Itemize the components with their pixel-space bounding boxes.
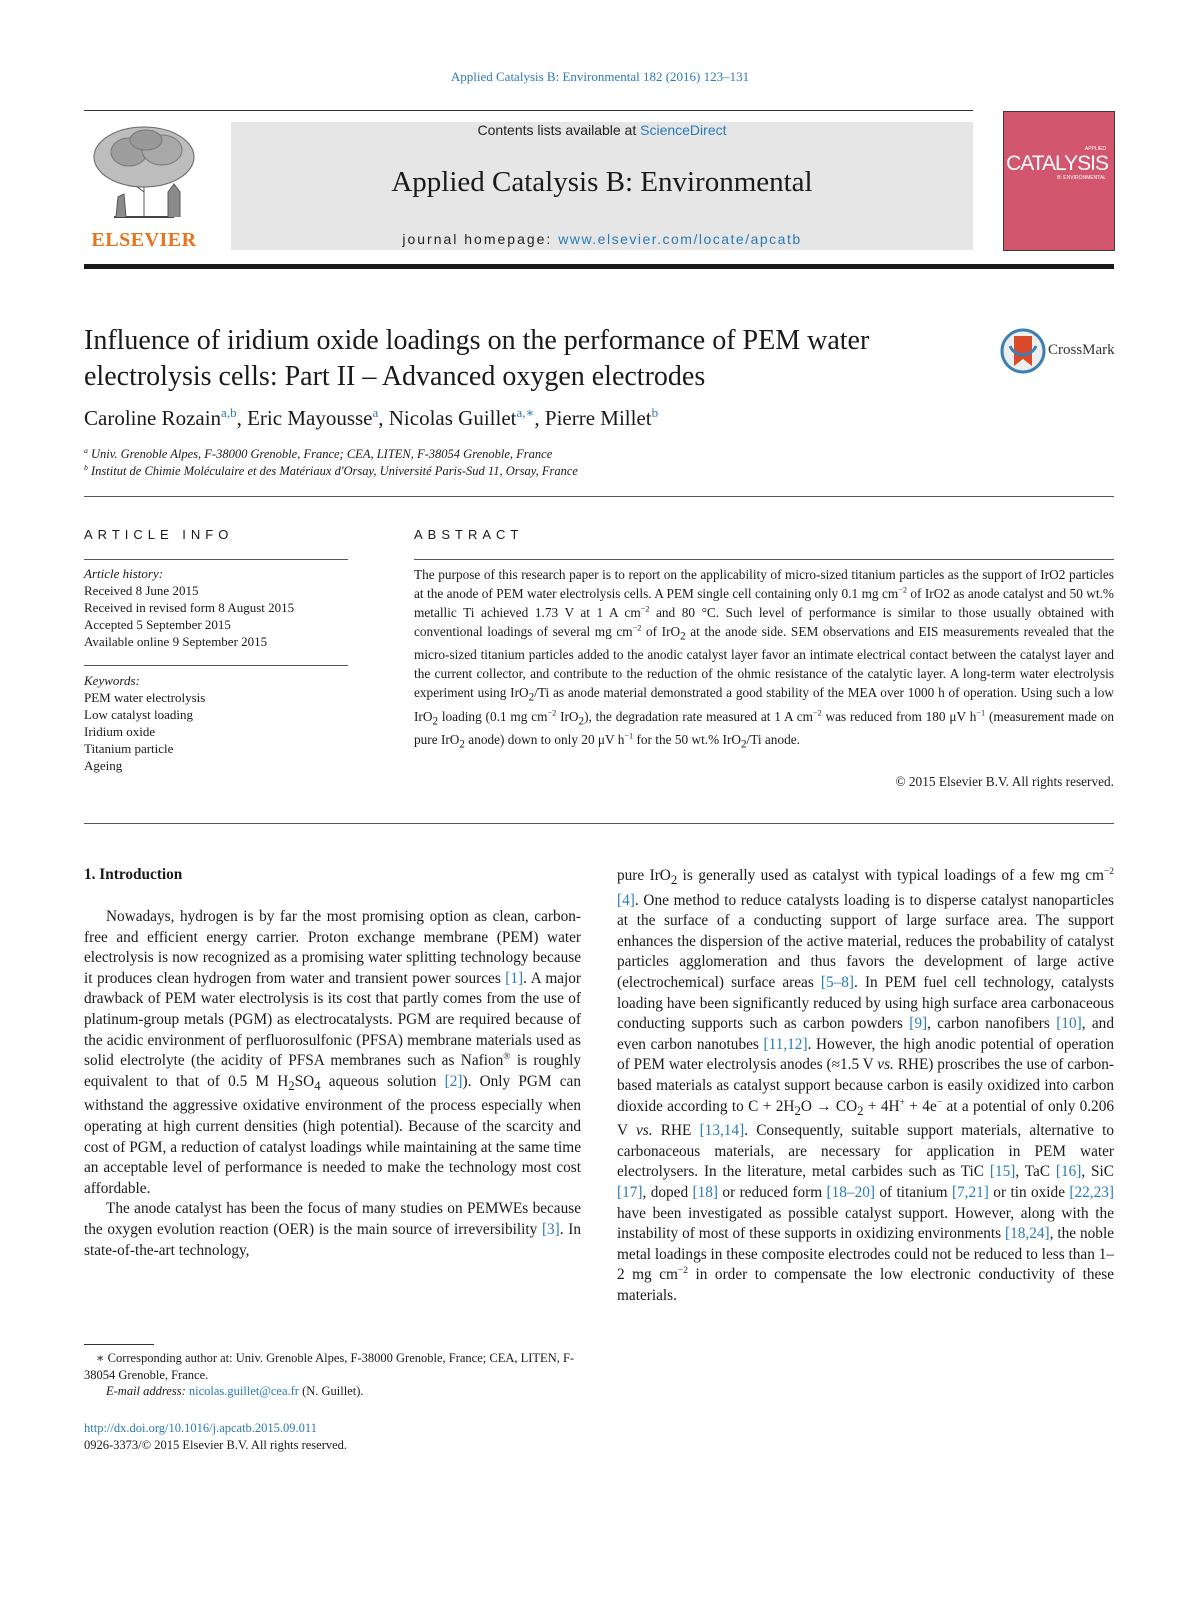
homepage-prefix: journal homepage: bbox=[402, 231, 559, 247]
author-list: Caroline Rozain$^{a,b}$, Eric Mayousse$^a$, Nicolas Guillet$^{a,∗}$, Pierre Millet$^b$ bbox=[84, 405, 659, 430]
email-line bbox=[84, 1383, 581, 1400]
author-name[interactable]: Eric Mayousse bbox=[247, 406, 373, 430]
history-revised: Received in revised form 8 August 2015 bbox=[84, 600, 295, 615]
cover-small-text: APPLIED bbox=[1084, 146, 1106, 152]
citation-link[interactable]: [4] bbox=[617, 891, 635, 909]
article-history bbox=[84, 565, 354, 650]
citation-link[interactable]: [2] bbox=[444, 1072, 463, 1090]
email-label: E-mail address: bbox=[106, 1384, 189, 1398]
affiliation-b bbox=[84, 463, 1114, 480]
abstract-text: The purpose of this research paper is to report on the applicability of micro-sized titanium particles as the support of IrO2 particles at the anode of PEM water electrolysis cells. A PEM single cell containing only 0.1 mg $cm^{-2}$ of IrO2 as anode catalyst and 50 wt.% metallic Ti achieved 1.73 V at 1 A $cm^{-2}$ and 80 °C. Such level of performance is similar to those usually obtained with conventional loadings of several mg $cm^{-2}$ of IrO$_2$ at the anode side. SEM observations and EIS measurements revealed that the micro-sized titanium particles added to the anodic catalyst layer favor an intimate electrical contact between the catalyst layer and the current collector, and contribute to the reduction of the ohmic resistance of the catalytic layer. A long-term water electrolysis experiment using IrO$_2$/Ti as anode material demonstrated a good stability of the MEA over 1000 h of operation. Using such a low IrO$_2$ loading (0.1 mg $cm^{-2}$ IrO$_2$), the degradation rate measured at 1 A $cm^{-2}$ was reduced from 180 μV $h^{-1}$ (measurement made on pure IrO$_2$ anode) down to only 20 μV $h^{-1}$ for the 50 wt.% IrO$_2$/Ti anode. bbox=[414, 567, 1115, 751]
email-suffix: (N. Guillet). bbox=[298, 1384, 364, 1398]
citation-link[interactable]: [11,12] bbox=[763, 1035, 808, 1053]
citation-link[interactable]: [18–20] bbox=[826, 1184, 875, 1201]
divider bbox=[84, 496, 1114, 497]
elsevier-logo[interactable] bbox=[84, 122, 204, 252]
history-online: Available online 9 September 2015 bbox=[84, 634, 268, 649]
crossmark-badge[interactable] bbox=[1000, 328, 1118, 376]
author-affiliation-mark[interactable]: a,b bbox=[221, 405, 237, 420]
journal-masthead bbox=[231, 122, 973, 250]
keyword: Low catalyst loading bbox=[84, 707, 194, 722]
citation-link[interactable]: [18] bbox=[692, 1184, 719, 1201]
crossmark-label: CrossMark bbox=[1048, 342, 1115, 358]
history-accepted: Accepted 5 September 2015 bbox=[84, 617, 231, 632]
article-title: Influence of iridium oxide loadings on the performance of PEM water electrolysis cells: Part II – Advanced oxygen electrodes bbox=[84, 325, 870, 392]
email-link[interactable]: nicolas.guillet@cea.fr bbox=[188, 1384, 299, 1398]
author-name[interactable]: Pierre Millet bbox=[544, 406, 652, 430]
citation-link[interactable]: [7,21] bbox=[951, 1184, 989, 1201]
citation-link[interactable]: [22,23] bbox=[1069, 1184, 1115, 1201]
citation-link[interactable]: [16] bbox=[1055, 1163, 1082, 1181]
body-paragraph: Nowadays, hydrogen is by far the most promising option as clean, carbon-free and efficient energy carrier. Proton exchange membrane (PEM) water electrolysis is now recognized as a promising water splitting technology because it produces clean hydrogen from water and transient power sources [1]. A major drawback of PEM water electrolysis is its cost that partly comes from the use of platinum-group metals (PGM) as electrocatalysts. PGM are required because of the acidic environment of perfluorosulfonic (PFSA) membrane materials used as solid electrolyte (the acidity of PFSA membranes such as Nafion® is roughly equivalent to that of 0.5 M $H_2SO_4$ aqueous solution [2]). Only PGM can withstand the aggressive oxidative environment of the process especially when operating at high current densities (high potential). Because of the scarcity and cost of PGM, a reduction of catalyst loadings while maintaining at the same time an acceptable level of performance is needed to make the technology most cost affordable. bbox=[84, 908, 581, 1197]
doi-link[interactable]: http://dx.doi.org/10.1016/j.apcatb.2015.09.011 bbox=[84, 1421, 317, 1435]
affiliations bbox=[84, 446, 1114, 480]
body-paragraph: The anode catalyst has been the focus of many studies on PEMWEs because the oxygen evolution reaction (OER) is the main source of irreversibility [3]. In state-of-the-art technology, bbox=[84, 1200, 581, 1259]
cover-title: CATALYSIS bbox=[1006, 152, 1108, 175]
affiliation-text: Institut de Chimie Moléculaire et des Matériaux d'Orsay, Université Paris-Sud 11, Orsay, France bbox=[91, 464, 578, 478]
author-name[interactable]: Caroline Rozain bbox=[84, 406, 222, 430]
doi-block bbox=[84, 1420, 584, 1453]
divider bbox=[84, 823, 1114, 824]
keyword: PEM water electrolysis bbox=[84, 690, 206, 705]
elsevier-wordmark: ELSEVIER bbox=[91, 229, 197, 251]
homepage-line bbox=[231, 231, 973, 247]
citation-link[interactable]: [17] bbox=[617, 1184, 643, 1201]
citation-link[interactable]: [18,24] bbox=[1005, 1225, 1050, 1243]
affiliation-mark: a bbox=[84, 445, 88, 455]
history-received: Received 8 June 2015 bbox=[84, 583, 199, 598]
divider bbox=[84, 665, 348, 666]
citation-link[interactable]: [5–8] bbox=[820, 974, 855, 992]
journal-cover-thumbnail[interactable] bbox=[1003, 111, 1115, 251]
copyright-notice: © 2015 Elsevier B.V. All rights reserved. bbox=[895, 774, 1114, 789]
history-label: Article history: bbox=[84, 566, 164, 581]
header-rule bbox=[84, 110, 973, 111]
keywords-label: Keywords: bbox=[84, 673, 140, 688]
affiliation-text: Univ. Grenoble Alpes, F-38000 Grenoble, France; CEA, LITEN, F-38054 Grenoble, France bbox=[91, 447, 553, 461]
author-name[interactable]: Nicolas Guillet bbox=[388, 406, 517, 430]
footnote bbox=[84, 1350, 581, 1400]
author-affiliation-mark[interactable]: b bbox=[651, 405, 659, 420]
keyword: Titanium particle bbox=[84, 741, 174, 756]
journal-reference[interactable]: Applied Catalysis B: Environmental 182 (2016) 123–131 bbox=[450, 69, 750, 84]
citation-link[interactable]: [10] bbox=[1056, 1015, 1082, 1033]
affiliation-a bbox=[84, 446, 1114, 463]
keyword: Ageing bbox=[84, 758, 123, 773]
author-affiliation-mark[interactable]: a,∗ bbox=[516, 405, 535, 420]
abstract-heading: ABSTRACT bbox=[414, 527, 524, 542]
divider bbox=[84, 559, 348, 560]
body-column-left bbox=[84, 907, 581, 1261]
divider bbox=[414, 559, 1114, 560]
contents-line bbox=[231, 122, 973, 138]
sciencedirect-link[interactable]: ScienceDirect bbox=[640, 122, 727, 138]
keyword: Iridium oxide bbox=[84, 724, 156, 739]
citation-link[interactable]: [13,14] bbox=[699, 1122, 745, 1140]
tree-icon bbox=[84, 122, 204, 222]
affiliation-mark: b bbox=[84, 462, 88, 472]
crossmark-icon bbox=[1000, 328, 1046, 374]
body-paragraph: pure IrO$_2$ is generally used as catalyst with typical loadings of a few mg $cm^{-2}$ [4]. One method to reduce catalysts loading is to disperse catalyst nanoparticles at the surface of a conducting support of large surface area. The support enhances the dispersion of the active material, reduces the probability of catalyst particles agglomeration and thus favors the development of large active (electrochemical) surface areas [5–8]. In PEM fuel cell technology, catalysts loading have been significantly reduced by using high surface area carbonaceous conducting supports such as carbon powders [9], carbon nanofibers [10], and even carbon nanotubes [11,12]. However, the high anodic potential of operation of PEM water electrolysis anodes (≈1.5 V vs. RHE) proscribes the use of carbon-based materials as catalyst support because carbon is easily oxidized into carbon dioxide according to $C + 2H_2O \to CO_2 + 4H^+ + 4e^-$ at a potential of only 0.206 V vs. RHE [13,14]. Consequently, suitable support materials, alternative to carbonaceous materials, are necessary for application in PEM water electrolysers. In the literature, metal carbides such as TiC [15], TaC [16], SiC [17], doped [18] or reduced form [18–20] of titanium [7,21] or tin oxide [22,23] have been investigated as possible catalyst support. However, along with the instability of most of these supports in oxidizing environments [18,24], the noble metal loadings in these composite electrodes could not be reduced to less than 1–2 mg $cm^{-2}$ in order to compensate the low electronic conductivity of these materials. bbox=[617, 866, 1115, 1304]
keywords bbox=[84, 672, 354, 774]
homepage-link[interactable]: www.elsevier.com/locate/apcatb bbox=[558, 231, 802, 247]
corresponding-author-note: ∗ Corresponding author at: Univ. Grenoble Alpes, F-38000 Grenoble, France; CEA, LITEN, F-38054 Grenoble, France. bbox=[84, 1351, 575, 1382]
journal-name: Applied Catalysis B: Environmental bbox=[391, 166, 813, 198]
issn-line: 0926-3373/© 2015 Elsevier B.V. All rights reserved. bbox=[84, 1437, 348, 1452]
citation-link[interactable]: [15] bbox=[989, 1163, 1016, 1181]
author-affiliation-mark[interactable]: a bbox=[372, 405, 379, 420]
article-info-heading: ARTICLE INFO bbox=[84, 527, 234, 542]
citation-link[interactable]: [1] bbox=[505, 969, 524, 987]
citation-link[interactable]: [3] bbox=[541, 1220, 560, 1238]
cover-subtitle: B: ENVIRONMENTAL bbox=[1057, 175, 1106, 181]
section-heading-introduction: 1. Introduction bbox=[84, 866, 183, 883]
footnote-rule bbox=[84, 1344, 154, 1345]
header-thick-rule bbox=[84, 264, 1114, 269]
citation-link[interactable]: [9] bbox=[909, 1015, 928, 1033]
contents-prefix: Contents lists available at bbox=[477, 122, 641, 138]
body-column-right bbox=[617, 866, 1114, 1307]
